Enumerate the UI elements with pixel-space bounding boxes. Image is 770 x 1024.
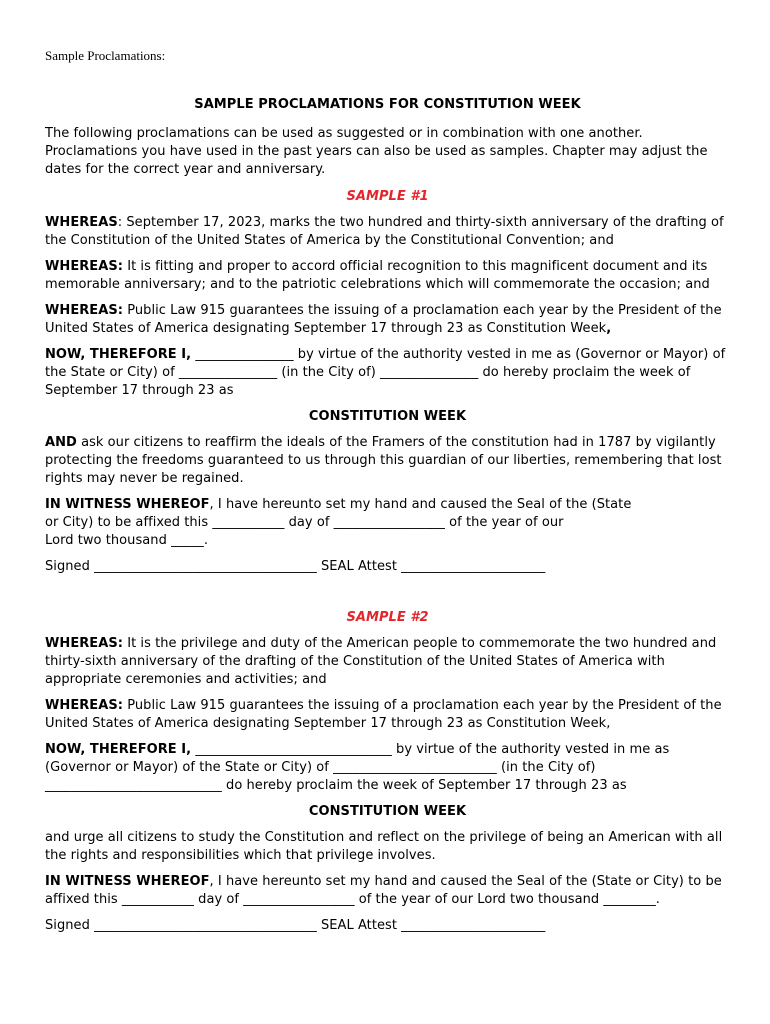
witness-label: IN WITNESS WHEREOF [45, 874, 210, 889]
whereas-label: WHEREAS: [45, 259, 124, 274]
now-therefore-label: NOW, THEREFORE I, [45, 347, 192, 362]
witness-line-3: Lord two thousand _____. [45, 533, 209, 548]
whereas-text: : September 17, 2023, marks the two hundred and thirty-sixth anniversary of the drafting of the Constitution of the United States of America by the Constitutional Convention; and [45, 215, 724, 248]
sample-1-whereas-2 [45, 258, 730, 294]
whereas-label: WHEREAS [45, 215, 118, 230]
sample-2-signature-line: Signed __________________________________ SEAL Attest ______________________ [45, 918, 546, 933]
now-therefore-text: _______________ by virtue of the authority vested in me as (Governor or Mayor) of the State or City) of _______________ (in the City of) _______________ do hereby proclaim the week of September 17 through 23 as [45, 347, 726, 398]
witness-line-2: or City) to be affixed this ___________ day of _________________ of the year of our [45, 515, 564, 530]
sample-2-whereas-1 [45, 635, 730, 689]
sample-2-whereas-2 [45, 697, 730, 733]
document-title: SAMPLE PROCLAMATIONS FOR CONSTITUTION WEEK [194, 97, 581, 112]
sample-1-witness [45, 496, 730, 550]
witness-label: IN WITNESS WHEREOF [45, 497, 210, 512]
whereas-text: Public Law 915 guarantees the issuing of a proclamation each year by the President of the United States of America designating September 17 through 23 as Constitution Week, [45, 698, 722, 731]
and-label: AND [45, 435, 77, 450]
and-text: ask our citizens to reaffirm the ideals of the Framers of the constitution had in 1787 by vigilantly protecting the freedoms guaranteed to us through this guardian of our liberties, remembering that lost rights may never be regained. [45, 435, 722, 486]
sample-1-signature-line: Signed __________________________________ SEAL Attest ______________________ [45, 559, 546, 574]
witness-line-1: , I have hereunto set my hand and caused the Seal of the (State [209, 497, 632, 512]
whereas-text: It is fitting and proper to accord official recognition to this magnificent document and its memorable anniversary; and to the patriotic celebrations which will commemorate the occasion; and [45, 259, 710, 292]
sample-2-now-therefore [45, 741, 730, 795]
whereas-label: WHEREAS: [45, 636, 124, 651]
document-header: Sample Proclamations: [45, 48, 166, 63]
whereas-label: WHEREAS: [45, 698, 124, 713]
sample-2-heading: SAMPLE #2 [346, 610, 429, 625]
sample-1-heading: SAMPLE #1 [346, 189, 429, 204]
sample-1-constitution-week: CONSTITUTION WEEK [308, 409, 467, 424]
whereas-label: WHEREAS: [45, 303, 124, 318]
sample-2-urge-paragraph: and urge all citizens to study the Constitution and reflect on the privilege of being an American with all the rights and responsibilities which that privilege involves. [45, 830, 723, 863]
witness-text: , I have hereunto set my hand and caused the Seal of the (State or City) to be affixed this ___________ day of _________________ of the year of our Lord two thousand ________. [45, 874, 722, 907]
whereas-text: Public Law 915 guarantees the issuing of a proclamation each year by the President of the United States of America designating September 17 through 23 as Constitution Week [45, 303, 722, 336]
now-therefore-label: NOW, THEREFORE I, [45, 742, 192, 757]
sample-1-and-paragraph [45, 434, 730, 488]
whereas-end-comma: , [606, 321, 612, 336]
sample-1-whereas-1 [45, 214, 730, 250]
sample-1-now-therefore [45, 346, 730, 400]
sample-2-constitution-week: CONSTITUTION WEEK [308, 804, 467, 819]
sample-1-whereas-3 [45, 302, 730, 338]
whereas-text: It is the privilege and duty of the American people to commemorate the two hundred and thirty-sixth anniversary of the drafting of the Constitution of the United States of America with appropriate ceremonies and activities; and [45, 636, 717, 687]
document-body [45, 96, 730, 943]
sample-2-witness [45, 873, 730, 909]
intro-paragraph: The following proclamations can be used as suggested or in combination with one another. Proclamations you have used in the past years can also be used as samples. Chapter may adjust the dates for the correct year and anniversary. [45, 126, 708, 177]
now-therefore-text: ______________________________ by virtue of the authority vested in me as (Governor or Mayor) of the State or City) of _________________________ (in the City of) ___________________________ do hereby proclaim the week of September 17 through 23 as [45, 742, 670, 793]
